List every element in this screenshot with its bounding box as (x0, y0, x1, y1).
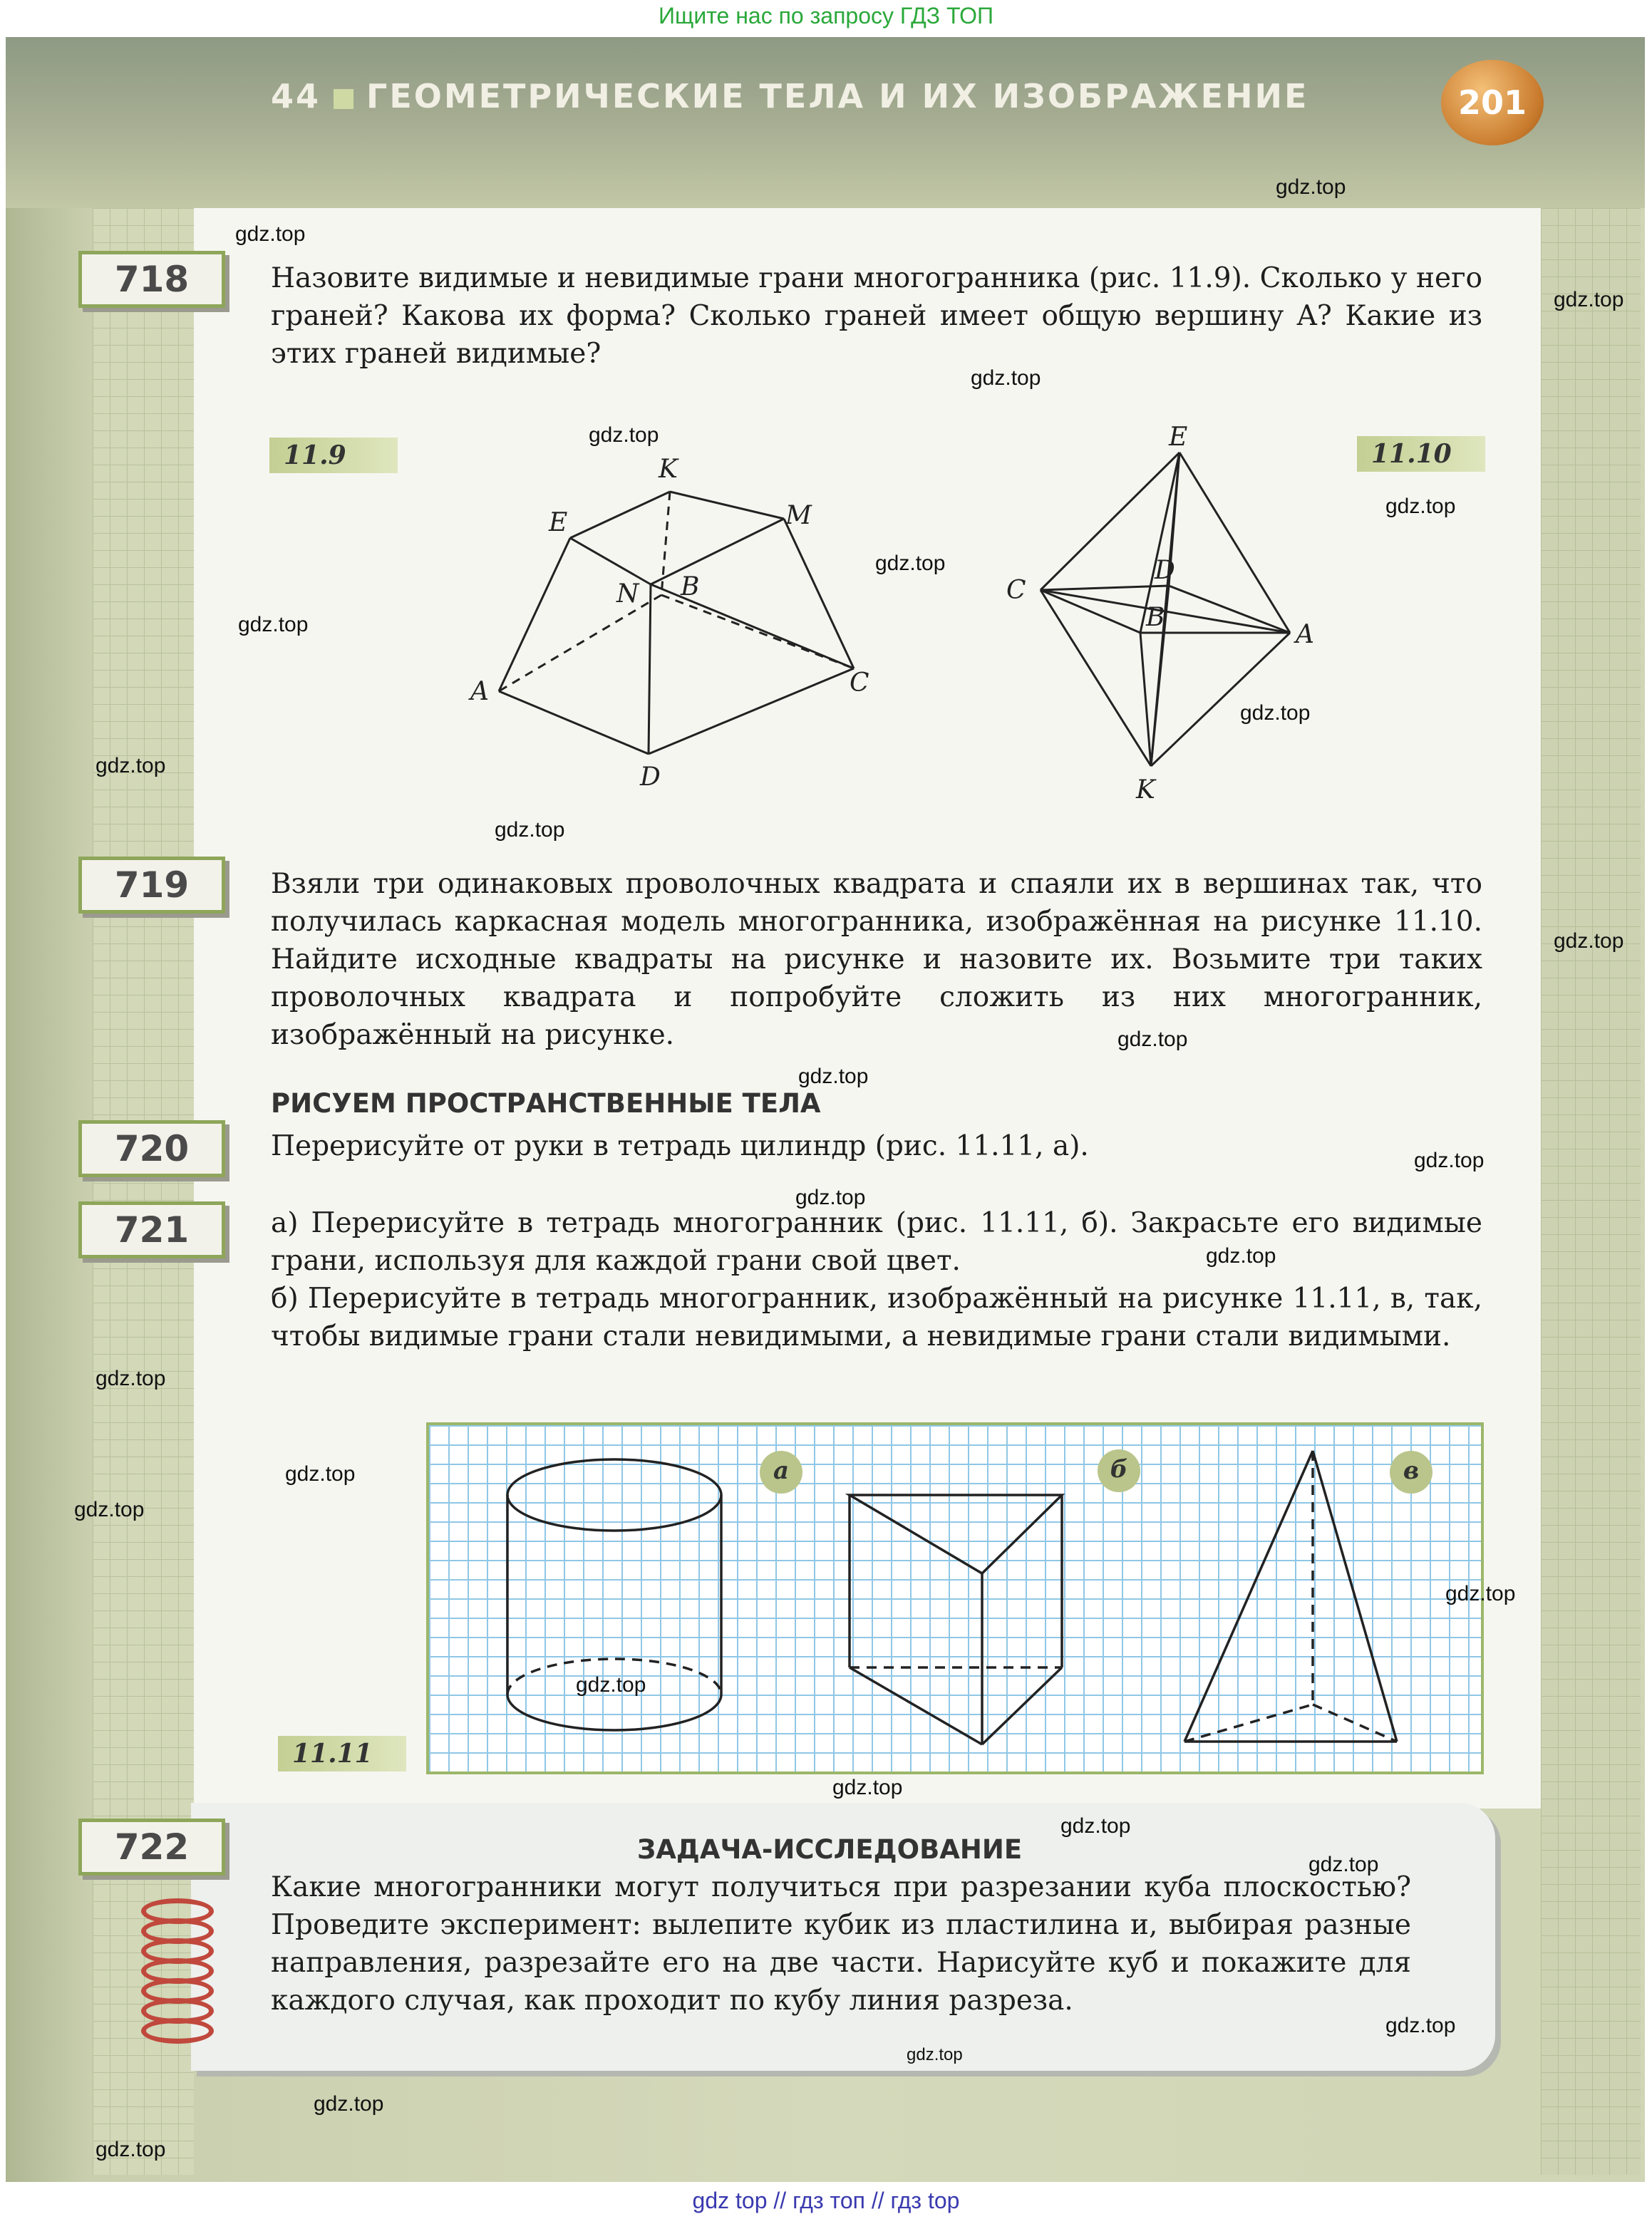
vertex-K: K (659, 455, 678, 484)
figure-label-11-9: 11.9 (269, 438, 398, 473)
edge-AK (1151, 633, 1290, 766)
edge-AD (499, 691, 649, 754)
vertex-E: E (1169, 423, 1188, 452)
task-718-text: Назовите видимые и невидимые грани многогранника (рис. 11.9). Сколько у него граней? Какова их форма? Сколько граней имеет общую вершину A? Какие из этих граней видимые? (271, 262, 1482, 370)
watermark: gdz.top (1276, 175, 1346, 199)
edge-BD (649, 584, 651, 754)
watermark: gdz.top (1385, 495, 1456, 518)
vertex-B: B (681, 572, 700, 601)
watermark: gdz.top (235, 222, 306, 246)
vertex-N: N (616, 579, 639, 609)
task-number-718: 718 (78, 251, 225, 308)
page-header-band (6, 37, 1645, 208)
watermark: gdz.top (1385, 2014, 1456, 2037)
chapter-square-icon (334, 89, 353, 109)
vertex-A: A (1296, 620, 1314, 649)
figure-badge-v: в (1390, 1451, 1432, 1494)
prism-top (850, 1495, 1062, 1573)
chapter-header (271, 77, 1308, 115)
vertex-C: C (850, 668, 869, 698)
watermark: gdz.top (238, 613, 309, 636)
edge-EA (499, 538, 570, 691)
page-number-badge: 201 (1441, 60, 1544, 145)
vertex-B: B (1146, 603, 1165, 632)
chapter-number: 44 (271, 77, 321, 115)
spiral-ring-icon (141, 2018, 214, 2044)
watermark: gdz.top (95, 754, 166, 777)
task-number-720: 720 (78, 1120, 225, 1177)
edge-MB (651, 519, 784, 584)
pyramid-hidden-base-left (1184, 1705, 1313, 1742)
chapter-title: ГЕОМЕТРИЧЕСКИЕ ТЕЛА И ИХ ИЗОБРАЖЕНИЕ (366, 77, 1309, 115)
watermark: gdz.top (314, 2092, 384, 2116)
watermark: gdz.top (1414, 1149, 1485, 1172)
task-720-text: Перерисуйте от руки в тетрадь цилиндр (рис. 11.11, а). (271, 1130, 1089, 1162)
task-number-719: 719 (78, 857, 225, 914)
watermark: gdz.top (798, 1065, 869, 1088)
prism-bottom-left (850, 1667, 982, 1744)
watermark: gdz.top (95, 2138, 166, 2161)
left-grid-margin (93, 208, 194, 2175)
figure-badge-a: а (760, 1451, 802, 1494)
pyramid-edge-right (1313, 1451, 1397, 1742)
pyramid-edge-left (1184, 1451, 1313, 1742)
watermark: gdz.top (1117, 1028, 1188, 1051)
vertex-A: A (470, 677, 489, 706)
footer-links: gdz top // гдз топ // гдз top (692, 2188, 960, 2213)
figure-11-10-octahedron (998, 420, 1368, 819)
watermark: gdz.top (576, 1673, 646, 1697)
hidden-edge-NA (499, 595, 661, 691)
watermark: gdz.top (875, 552, 946, 575)
task-number-721: 721 (78, 1201, 225, 1258)
edge-BC (1041, 590, 1140, 633)
cylinder-top (507, 1459, 721, 1531)
watermark: gdz.top (1554, 929, 1624, 953)
edge-KM (670, 492, 784, 519)
task-719-text: Взяли три одинаковых проволочных квадрата и спаяли их в вершинах так, что получилась каркасная модель многогранника, изображённая на рисунке 11.10. Найдите исходные квадраты на рисунке и назовите их. Возьмите три таких проволочных квадрата и попробуйте сложить из них многогранник, изображённый на рисунке. (271, 868, 1482, 1051)
figure-label-11-10: 11.10 (1357, 436, 1485, 472)
vertex-E: E (549, 508, 568, 537)
watermark: gdz.top (795, 1186, 866, 1209)
watermark: gdz.top (95, 1367, 166, 1390)
edge-BK (1140, 633, 1151, 766)
right-grid-margin (1541, 208, 1641, 2175)
figure-11-11-shapes (426, 1422, 1478, 1771)
task-722-text: Какие многогранники могут получиться при разрезании куба плоскостью? Проведите эксперимент: вылепите кубик из пластилина и, выбирая разные направления, разрезайте его на две части. Нарисуйте куб и покажите для каждого случая, как проходит по кубу линия разреза. (271, 1871, 1411, 2017)
vertex-M: M (785, 501, 812, 530)
top-search-banner: Ищите нас по запросу ГДЗ ТОП (659, 3, 993, 29)
edge-DA (1169, 586, 1290, 633)
edge-EA (1179, 452, 1290, 633)
watermark: gdz.top (1445, 1582, 1516, 1605)
watermark: gdz.top (589, 423, 659, 447)
watermark: gdz.top (1206, 1244, 1276, 1268)
cylinder-bottom-front (507, 1695, 721, 1730)
research-task-title: ЗАДАЧА-ИССЛЕДОВАНИЕ (637, 1834, 1023, 1865)
edge-CK (1041, 590, 1151, 766)
pyramid-hidden-base-right (1313, 1705, 1397, 1742)
watermark: gdz.top (907, 2045, 963, 2064)
task-number-722: 722 (78, 1819, 225, 1876)
figure-label-11-11: 11.11 (278, 1736, 406, 1771)
vertex-C: C (1006, 576, 1026, 605)
vertex-D: D (640, 762, 661, 792)
task-721b-text: б) Перерисуйте в тетрадь многогранник, изображённый на рисунке 11.11, в, так, чтобы видимые грани стали невидимыми, а невидимые грани стали видимыми. (271, 1283, 1482, 1352)
watermark: gdz.top (495, 818, 565, 842)
vertex-K: K (1136, 775, 1155, 805)
watermark: gdz.top (1060, 1814, 1131, 1838)
figure-11-9-polyhedron (456, 442, 898, 812)
task-721a-text: а) Перерисуйте в тетрадь многогранник (рис. 11.11, б). Закрасьте его видимые грани, используя для каждой грани свой цвет. (271, 1207, 1482, 1277)
figure-badge-b: б (1098, 1449, 1140, 1492)
watermark: gdz.top (1554, 288, 1624, 311)
prism-bottom-right (982, 1667, 1062, 1744)
watermark: gdz.top (1240, 701, 1311, 725)
edge-EB (570, 538, 651, 584)
watermark: gdz.top (285, 1462, 356, 1486)
vertex-D: D (1155, 556, 1175, 585)
edge-DC (649, 668, 854, 754)
section-heading: РИСУЕМ ПРОСТРАНСТВЕННЫЕ ТЕЛА (271, 1088, 821, 1119)
watermark: gdz.top (832, 1776, 903, 1799)
watermark: gdz.top (74, 1498, 145, 1521)
watermark: gdz.top (971, 366, 1041, 390)
watermark: gdz.top (1308, 1853, 1379, 1876)
edge-KE (570, 492, 670, 538)
